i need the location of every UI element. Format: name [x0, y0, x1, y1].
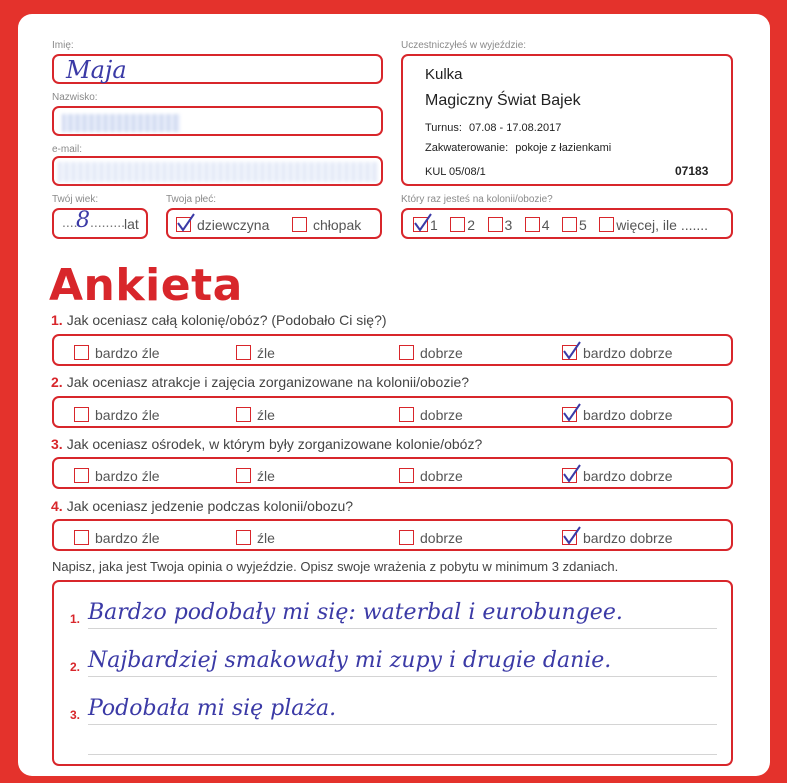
q1-option-bardzo-zle[interactable] [74, 344, 160, 362]
times-2-checkbox[interactable] [450, 217, 465, 232]
q4-label-2: źle [257, 529, 275, 546]
q1-checkbox-1[interactable] [74, 345, 89, 360]
q3-label-1: bardzo źle [95, 467, 160, 484]
gender-boy-label: chłopak [313, 216, 362, 233]
q1-checkbox-2[interactable] [236, 345, 251, 360]
ruled-line-2 [88, 676, 717, 677]
question-1-options [52, 334, 733, 366]
q4-option-zle[interactable] [236, 529, 275, 547]
q2-option-dobrze[interactable] [399, 406, 463, 424]
gender-girl-label: dziewczyna [197, 216, 270, 233]
ruled-line-3 [88, 724, 717, 725]
q1-label-2: źle [257, 344, 275, 361]
checkmark-icon [412, 212, 434, 234]
email-label: e-mail: [52, 144, 83, 155]
survey-sheet [18, 14, 770, 776]
trip-code: KUL 05/08/1 [425, 166, 486, 178]
q2-option-bardzo-zle[interactable] [74, 406, 160, 424]
q3-label-2: źle [257, 467, 275, 484]
opinion-line-1-number: 1. [70, 612, 81, 626]
name-value: Maja [66, 56, 127, 84]
age-dots: .... [62, 214, 78, 230]
times-3-checkbox[interactable] [488, 217, 503, 232]
email-field[interactable] [52, 156, 383, 186]
q2-label-3: dobrze [420, 406, 463, 423]
question-2-number: 2. [51, 374, 63, 390]
times-3-label: 3 [504, 216, 513, 233]
trip-accommodation [425, 142, 611, 154]
gender-label: Twoja płeć: [166, 194, 217, 205]
q4-option-bardzo-zle[interactable] [74, 529, 160, 547]
opinion-prompt: Napisz, jaka jest Twoja opinia o wyjeździe. Opisz swoje wrażenia z pobytu w minimum 3 zdaniach. [52, 559, 619, 574]
q1-option-zle[interactable] [236, 344, 275, 362]
question-3-text: Jak oceniasz ośrodek, w którym były zorganizowane kolonie/obóz? [66, 436, 483, 452]
q3-checkbox-4[interactable] [562, 468, 577, 483]
checkmark-icon [561, 340, 583, 362]
q1-label-4: bardzo dobrze [583, 344, 673, 361]
q2-option-zle[interactable] [236, 406, 275, 424]
checkmark-icon [175, 212, 197, 234]
q3-option-bardzo-dobrze[interactable] [562, 467, 673, 485]
turnus-label: Turnus: [425, 122, 462, 134]
trip-info-box [401, 54, 733, 186]
question-2-text: Jak oceniasz atrakcje i zajęcia zorganizowane na kolonii/obozie? [66, 374, 470, 390]
ruled-line-4 [88, 754, 717, 755]
redacted-surname [62, 114, 180, 132]
question-2-options [52, 396, 733, 428]
q4-checkbox-1[interactable] [74, 530, 89, 545]
q2-checkbox-2[interactable] [236, 407, 251, 422]
q2-checkbox-4[interactable] [562, 407, 577, 422]
question-1 [51, 312, 387, 328]
opinion-line-3-number: 3. [70, 708, 81, 722]
times-more-checkbox[interactable] [599, 217, 614, 232]
opinion-line-1-text: Bardzo podobały mi się: waterbal i eurobungee. [88, 600, 623, 625]
q2-label-2: źle [257, 406, 275, 423]
times-4-checkbox[interactable] [525, 217, 540, 232]
times-1-label: 1 [430, 216, 438, 233]
opinion-line-3-text: Podobała mi się plaża. [88, 696, 337, 721]
q2-checkbox-1[interactable] [74, 407, 89, 422]
age-suffix: lat [124, 216, 139, 232]
surname-field[interactable] [52, 106, 383, 136]
survey-title: Ankieta [49, 260, 243, 311]
gender-boy-checkbox[interactable] [292, 217, 307, 232]
question-3-options [52, 457, 733, 489]
times-5-label: 5 [579, 216, 587, 233]
q3-checkbox-1[interactable] [74, 468, 89, 483]
turnus-value: 07.08 - 17.08.2017 [468, 122, 562, 134]
accommodation-value: pokoje z łazienkami [515, 142, 612, 154]
q1-checkbox-3[interactable] [399, 345, 414, 360]
age-field[interactable] [52, 208, 148, 239]
q4-option-bardzo-dobrze[interactable] [562, 529, 673, 547]
opinion-line-2-number: 2. [70, 660, 81, 674]
times-label: Który raz jesteś na kolonii/obozie? [401, 194, 553, 205]
q4-label-4: bardzo dobrze [583, 529, 673, 546]
q4-label-1: bardzo źle [95, 529, 160, 546]
trip-turnus [425, 122, 561, 134]
q1-label-3: dobrze [420, 344, 463, 361]
question-4-options [52, 519, 733, 551]
question-3-number: 3. [51, 436, 63, 452]
q3-option-bardzo-zle[interactable] [74, 467, 160, 485]
gender-option-boy[interactable] [292, 216, 361, 234]
q2-option-bardzo-dobrze[interactable] [562, 406, 673, 424]
q4-checkbox-4[interactable] [562, 530, 577, 545]
q4-checkbox-2[interactable] [236, 530, 251, 545]
q4-checkbox-3[interactable] [399, 530, 414, 545]
times-4-label: 4 [541, 216, 550, 233]
gender-girl-checkbox[interactable] [176, 217, 191, 232]
trip-number: 07183 [675, 164, 709, 178]
q4-option-dobrze[interactable] [399, 529, 463, 547]
q1-option-bardzo-dobrze[interactable] [562, 344, 673, 362]
opinion-box[interactable] [52, 580, 733, 766]
trip-name: Kulka [425, 66, 463, 83]
q3-option-zle[interactable] [236, 467, 275, 485]
question-1-text: Jak oceniasz całą kolonię/obóz? (Podobało Ci się?) [66, 312, 387, 328]
question-4-number: 4. [51, 498, 63, 514]
gender-option-girl[interactable] [176, 216, 269, 234]
redacted-email [58, 162, 378, 182]
times-field [401, 208, 733, 239]
question-2 [51, 374, 469, 390]
age-label: Twój wiek: [52, 194, 99, 205]
question-1-number: 1. [51, 312, 63, 328]
q3-label-4: bardzo dobrze [583, 467, 673, 484]
q1-label-1: bardzo źle [95, 344, 160, 361]
q2-label-4: bardzo dobrze [583, 406, 673, 423]
age-dots-after: ......... [90, 214, 126, 230]
q1-option-dobrze[interactable] [399, 344, 463, 362]
times-5-checkbox[interactable] [562, 217, 577, 232]
q3-label-3: dobrze [420, 467, 463, 484]
opinion-line-2-text: Najbardziej smakowały mi zupy i drugie danie. [88, 648, 612, 673]
times-options [413, 216, 708, 234]
q3-option-dobrze[interactable] [399, 467, 463, 485]
age-value: 8 [76, 208, 90, 233]
name-label: Imię: [52, 40, 74, 51]
times-more-label: więcej, ile ....... [616, 216, 709, 233]
q4-label-3: dobrze [420, 529, 463, 546]
times-2-label: 2 [467, 216, 476, 233]
checkmark-icon [561, 402, 583, 424]
checkmark-icon [561, 463, 583, 485]
q3-checkbox-2[interactable] [236, 468, 251, 483]
q3-checkbox-3[interactable] [399, 468, 414, 483]
times-1-checkbox[interactable] [413, 217, 428, 232]
q1-checkbox-4[interactable] [562, 345, 577, 360]
q2-label-1: bardzo źle [95, 406, 160, 423]
trip-label: Uczestniczyłeś w wyjeździe: [401, 40, 527, 51]
gender-field [166, 208, 382, 239]
question-4-text: Jak oceniasz jedzenie podczas kolonii/obozu? [66, 498, 354, 514]
ruled-line-1 [88, 628, 717, 629]
accommodation-label: Zakwaterowanie: [425, 142, 509, 154]
q2-checkbox-3[interactable] [399, 407, 414, 422]
name-field[interactable] [52, 54, 383, 84]
checkmark-icon [561, 525, 583, 547]
trip-subtitle: Magiczny Świat Bajek [425, 92, 581, 109]
question-4 [51, 498, 353, 514]
surname-label: Nazwisko: [52, 92, 98, 103]
question-3 [51, 436, 482, 452]
